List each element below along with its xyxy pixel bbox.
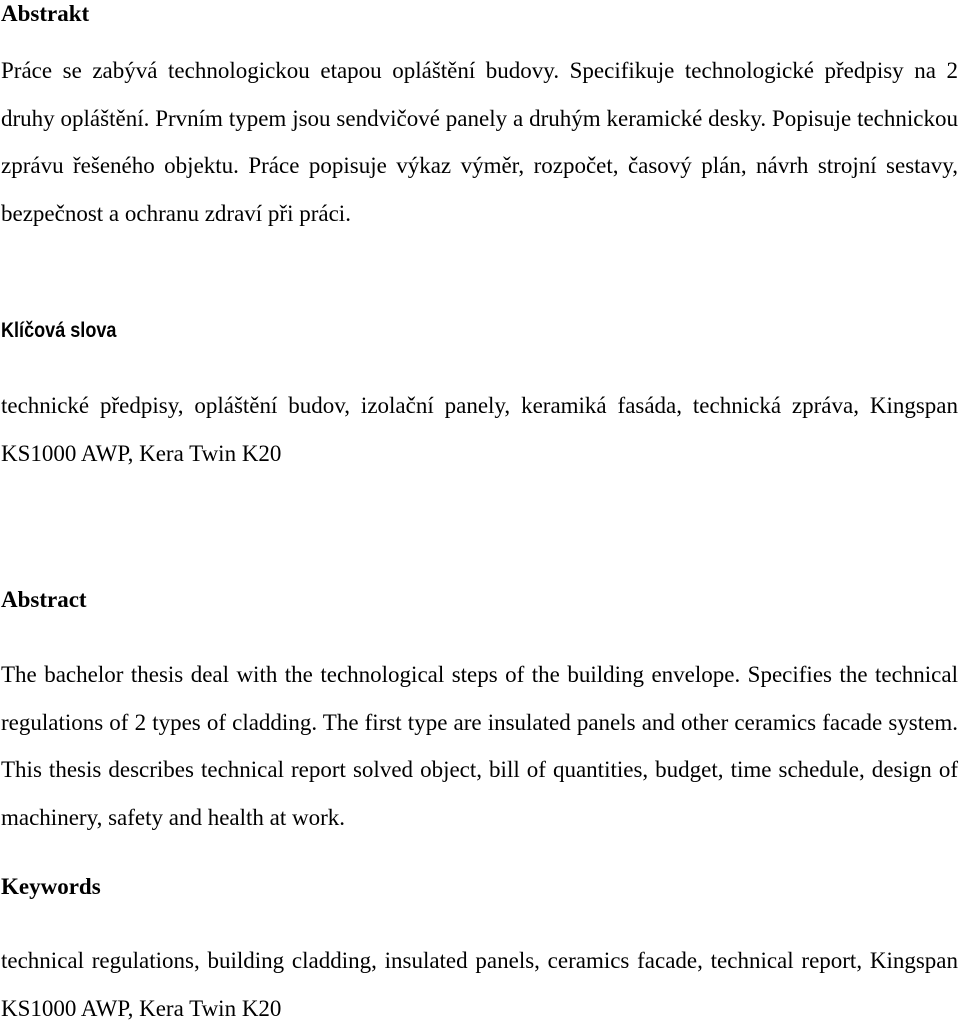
english-keywords-heading: Keywords bbox=[1, 874, 101, 899]
czech-keywords-text: technické předpisy, opláštění budov, izolační panely, keramiká fasáda, technická zpráva, Kingspan KS1000 AWP, Kera Twin K20 bbox=[1, 393, 958, 466]
czech-abstract-text: Práce se zabývá technologickou etapou opláštění budovy. Specifikuje technologické předpisy na 2 druhy opláštění. Prvním typem jsou sendvičové panely a druhým keramické desky. Popisuje technickou zprávu řešeného objektu. Práce popisuje výkaz výměr, rozpočet, časový plán, návrh strojní sestavy, bezpečnost a ochranu zdraví při práci. bbox=[1, 58, 958, 226]
english-keywords-text: technical regulations, building cladding, insulated panels, ceramics facade, technical report, Kingspan KS1000 AWP, Kera Twin K20 bbox=[1, 948, 958, 1021]
czech-keywords-heading: Klíčová slova bbox=[1, 319, 117, 342]
english-abstract-text: The bachelor thesis deal with the technological steps of the building envelope. Specifies the technical regulations of 2 types of cladding. The first type are insulated panels and other ceramics facade system. This thesis describes technical report solved object, bill of quantities, budget, time schedule, design of machinery, safety and health at work. bbox=[1, 662, 958, 830]
english-abstract-heading: Abstract bbox=[1, 587, 87, 612]
czech-abstract-heading: Abstrakt bbox=[1, 1, 90, 26]
